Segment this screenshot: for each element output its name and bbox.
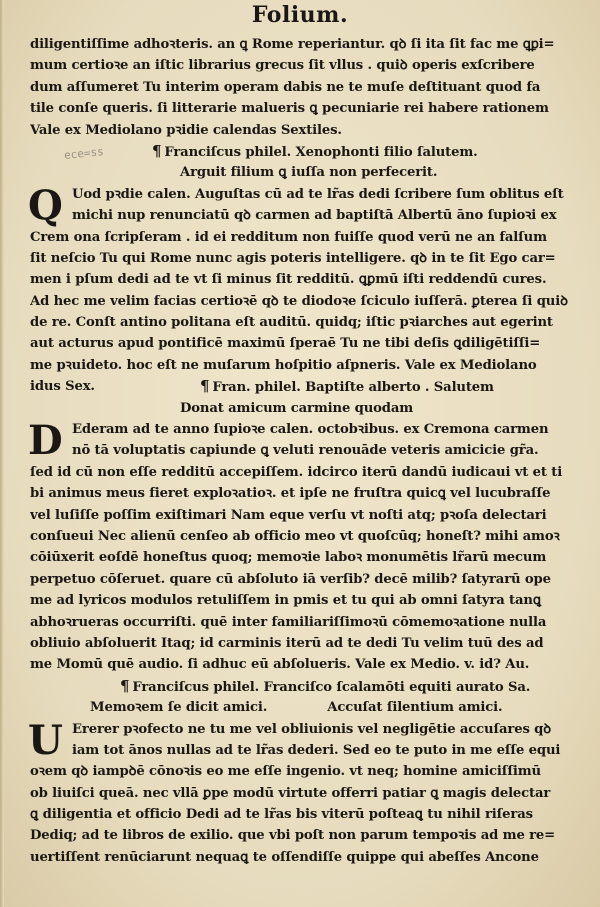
text-line: ſit neſcio Tu qui Rome nunc agis poteris intelligere. qꝺ in te ſit Ego car= xyxy=(30,250,556,266)
paragraph xyxy=(30,419,582,676)
heading-text: Franciſcus philel. Xenophonti filio ſalutem. xyxy=(164,144,478,160)
folio-heading: Folium. xyxy=(251,2,349,28)
subheading-left: Memoꝛem ſe dicit amici. xyxy=(90,700,268,716)
text-line: ꝗ diligentia et officio Dedi ad te lr̃as bis viterū poſteaꝗ tu nihil riſeras xyxy=(30,807,533,823)
text-line: Vale ex Mediolano pꝛidie calendas Sextiles. xyxy=(30,122,342,138)
heading-text: Fran. philel. Baptiſte alberto . Salutem xyxy=(212,380,494,396)
text-line: conſueui Nec alienū cenſeo ab officio meo vt quoſcūq; honeſt? mihi amoꝛ xyxy=(30,528,560,544)
text-line: mum certioꝛe an iſtic librarius grecus ſit vllus . quiꝺ operis exſcribere xyxy=(30,58,535,74)
text-line: perpetuo cōſeruet. quare cū abſoluto iā verſib? decē milib? ſatyrarū ope xyxy=(30,571,551,587)
text-line: idus Sex. xyxy=(30,379,95,395)
text-line: abhoꝛrueras occurriſti. quē inter familiariſſimoꝛū cōmemoꝛatione nulla xyxy=(30,614,547,630)
paragraph xyxy=(28,181,582,398)
text-line: oꝛem qꝺ iampꝺē cōnoꝛis eo me eſſe ingenio. vt neq; homine amiciſſimū xyxy=(30,764,541,780)
pilcrow-icon: ¶ xyxy=(152,141,162,160)
letter-subheading xyxy=(30,697,582,718)
text-line: vel luſiſſe poſſim exiſtimari Nam eque verſu vt noſti atq; pꝛoſa delectari xyxy=(30,507,547,523)
text-line: Ederam ad te anno ſupioꝛe calen. octobꝛibus. ex Cremona carmen xyxy=(72,422,549,438)
text-line: ſed id cū non eſſe redditū accepiſſem. idcirco iterū dandū iudicaui vt et ti xyxy=(30,464,563,480)
text-line: me pꝛuideto. hoc eſt ne muſarum hoſpitio aſpneris. Vale ex Mediolano xyxy=(30,357,537,373)
text-line: bi animus meus fieret exploꝛatioꝛ. et ipſe ne fruſtra quicꝗ vel lucubraſſe xyxy=(30,486,551,502)
initial-letter: Q xyxy=(28,181,63,229)
letter-subheading: Arguit filium ꝗ iuſſa non perfecerit. xyxy=(180,165,438,181)
text-line: Crem ona ſcripſeram . id ei redditum non fuiſſe quod verū ne an falſum xyxy=(30,229,547,245)
text-line: cōiūxerit eoſdē honeſtus quoq; memoꝛie laboꝛ monumētis lr̃arū mecum xyxy=(30,550,547,566)
text-line: de re. Conſt antino politana eſt auditū. quidq; iſtic pꝛiarches aut egerint xyxy=(30,315,553,331)
text-line: aut acturus apud pontificē maximū ſperaē Tu ne tibi deſis ꝗdiligētiſſi= xyxy=(30,336,541,352)
pilcrow-icon: ¶ xyxy=(120,676,130,695)
paragraph xyxy=(28,716,582,869)
text-line: diligentiſſime adhoꝛteris. an ꝗ Rome reperiantur. qꝺ ſi ita ſit fac me ꝗꝑi= xyxy=(30,37,555,52)
text-line: michi nup renunciatū qꝺ carmen ad baptiſtā Albertū āno ſupioꝛi ex xyxy=(72,208,557,224)
text-line: Ad hec me velim facias certioꝛē qꝺ te diodoꝛe ſciculo iuſſerā. ꝑterea ſi quiꝺ xyxy=(30,293,568,309)
pilcrow-icon: ¶ xyxy=(200,377,210,396)
text-line: dum aſſumeret Tu interim operam dabis ne te muſe deſtituant quod fa xyxy=(30,79,541,95)
page-edge xyxy=(0,0,4,907)
text-line: me Momū quē audio. ſi adhuc eū abſolueris. Vale ex Medio. v. id? Au. xyxy=(30,657,530,673)
text-line: tile conſe queris. ſi litterarie malueris ꝗ pecuniarie rei habere rationem xyxy=(30,101,549,117)
initial-letter: U xyxy=(28,716,63,764)
text-line: ob liuiſci queā. nec vllā ꝑpe modū virtute offerri patiar ꝗ magis delectar xyxy=(30,785,551,801)
text-block xyxy=(30,34,582,868)
text-line: nō tā voluptatis capiunde ꝗ veluti renouāde veteris amicicie gr̃a. xyxy=(72,443,539,459)
letter-heading xyxy=(30,141,582,162)
text-line: uertiſſent renūciarunt nequaꝗ te oſſendiſſe quippe qui abeſſes Ancone xyxy=(30,849,539,865)
subheading-right: Accuſat ſilentium amici. xyxy=(327,700,503,716)
text-line: iam tot ānos nullas ad te lr̃as dederi. Sed eo te puto in me eſſe equi xyxy=(72,742,561,758)
text-line: Ererer pꝛofecto ne tu me vel obliuionis vel negligētie accuſares qꝺ xyxy=(72,721,551,737)
letter-heading xyxy=(30,676,582,697)
text-line: Uod pꝛdie calen. Auguſtas cū ad te lr̃as dedi ſcribere ſum oblitus eſt xyxy=(72,186,564,202)
marginal-stamp: ece=ss xyxy=(63,144,105,163)
text-line: men i pſum dedi ad te vt ſi minus ſit redditū. ꝗꝑmū iſti reddendū cures. xyxy=(30,272,547,288)
text-line: me ad lyricos modulos retuliſſem in pmis et tu qui ab omni ſatyra tanꝗ xyxy=(30,593,542,609)
heading-text: Franciſcus philel. Franciſco ſcalamōti equiti aurato Sa. xyxy=(132,679,531,695)
text-line: obliuio abſoluerit Itaq; id carminis iterū ad te dedi Tu velim tuū des ad xyxy=(30,635,544,651)
letter-subheading: Donat amicum carmine quodam xyxy=(180,400,414,416)
text-line: Dediq; ad te libros de exilio. que vbi poſt non parum tempoꝛis ad me re= xyxy=(30,828,556,844)
initial-letter: D xyxy=(28,417,63,465)
